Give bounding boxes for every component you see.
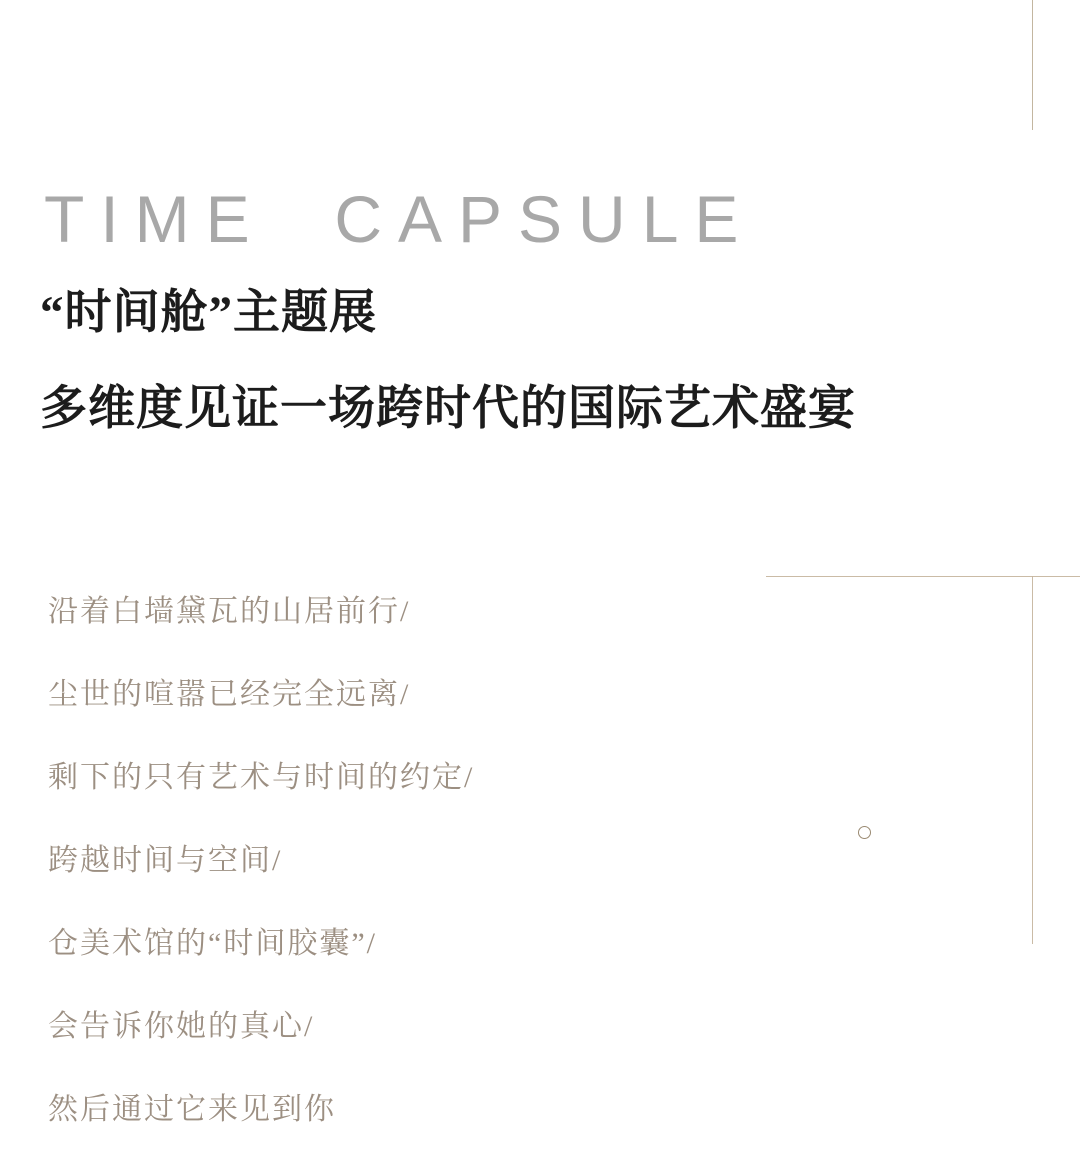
poem-line: 尘世的喧嚣已经完全远离/ xyxy=(48,678,411,711)
page-title-latin: TIME CAPSULE xyxy=(44,182,755,256)
horizontal-rule xyxy=(766,576,1080,577)
poem-line: 仓美术馆的“时间胶囊”/ xyxy=(48,927,377,960)
poem-line: 跨越时间与空间/ xyxy=(48,844,283,877)
poem-line: 会告诉你她的真心/ xyxy=(48,1010,315,1043)
poem-line: 沿着白墙黛瓦的山居前行/ xyxy=(48,595,411,628)
vertical-rule-top xyxy=(1032,0,1033,130)
poem-line: 剩下的只有艺术与时间的约定/ xyxy=(48,761,475,794)
circle-marker-icon xyxy=(858,826,871,839)
poem-line: 然后通过它来见到你 xyxy=(48,1093,336,1126)
vertical-rule-middle xyxy=(1032,576,1033,944)
page-title-cn-secondary: 多维度见证一场跨时代的国际艺术盛宴 xyxy=(40,383,856,435)
page-title-cn-primary: “时间舱”主题展 xyxy=(40,287,377,339)
poem-block xyxy=(48,570,748,1151)
